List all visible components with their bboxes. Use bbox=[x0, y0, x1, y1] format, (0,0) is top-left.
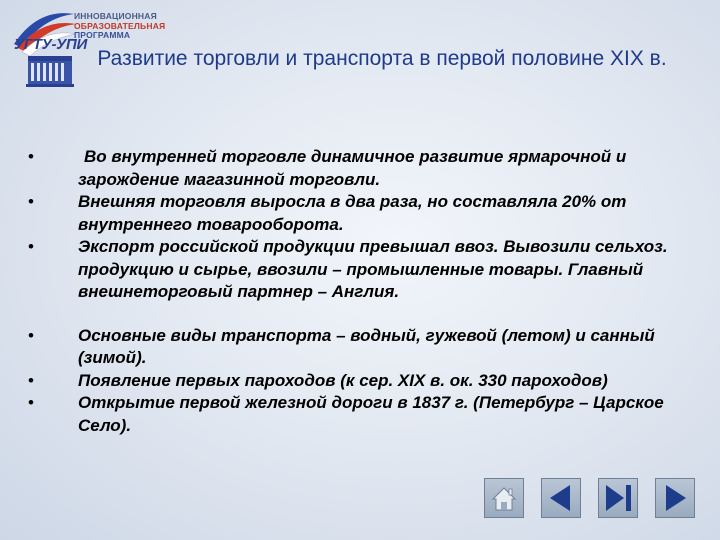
bullet-group-trade bbox=[28, 146, 693, 304]
bullet-text: Во внутренней торговле динамичное развитие ярмарочной и зарождение магазинной торговли. bbox=[78, 147, 627, 189]
logo-line-3: ПРОГРАММА bbox=[74, 30, 131, 40]
logo-abbreviation: УГТУ-УПИ bbox=[14, 36, 88, 53]
bullet-content bbox=[28, 146, 693, 437]
bullet-dot: • bbox=[28, 192, 34, 211]
bullet-item bbox=[28, 146, 693, 191]
bullet-item bbox=[28, 392, 693, 437]
bullet-dot: • bbox=[28, 370, 34, 390]
bullet-text: Внешняя торговля выросла в два раза, но составляла 20% от внутреннего товарооборота. bbox=[78, 192, 627, 234]
bullet-item bbox=[28, 370, 693, 393]
slide-title: Развитие торговли и транспорта в первой половине XIX в. bbox=[97, 47, 667, 70]
bullet-dot: • bbox=[28, 147, 34, 166]
next-slide-button[interactable] bbox=[655, 478, 695, 518]
bullet-text: Основные виды транспорта – водный, гужевой (летом) и санный (зимой). bbox=[78, 325, 655, 367]
home-icon bbox=[485, 479, 523, 517]
home-button[interactable] bbox=[484, 478, 524, 518]
bullet-text: Открытие первой железной дороги в 1837 г. (Петербург – Царское Село). bbox=[78, 393, 664, 435]
bullet-item bbox=[28, 236, 693, 304]
last-slide-button[interactable] bbox=[598, 478, 638, 518]
logo-line-1: ИННОВАЦИОННАЯ bbox=[74, 11, 157, 21]
bullet-text: Экспорт российской продукции превышал ввоз. Вывозили сельхоз. продукцию и сырье, ввозили – промышленные товары. Главный внешнеторговый партнер – Англия. bbox=[78, 237, 668, 301]
bullet-item bbox=[28, 325, 693, 370]
bullet-group-transport bbox=[28, 325, 693, 438]
triangle-left-icon bbox=[542, 479, 580, 517]
triangle-right-icon bbox=[656, 479, 694, 517]
bullet-dot: • bbox=[28, 325, 34, 345]
bullet-dot: • bbox=[28, 237, 34, 256]
skip-end-icon bbox=[599, 479, 637, 517]
logo-line-2: ОБРАЗОВАТЕЛЬНАЯ bbox=[74, 20, 166, 31]
bullet-text: Появление первых пароходов (к сер. XIX в. ок. 330 пароходов) bbox=[78, 370, 608, 390]
previous-slide-button[interactable] bbox=[541, 478, 581, 518]
bullet-dot: • bbox=[28, 393, 34, 412]
bullet-item bbox=[28, 191, 693, 236]
